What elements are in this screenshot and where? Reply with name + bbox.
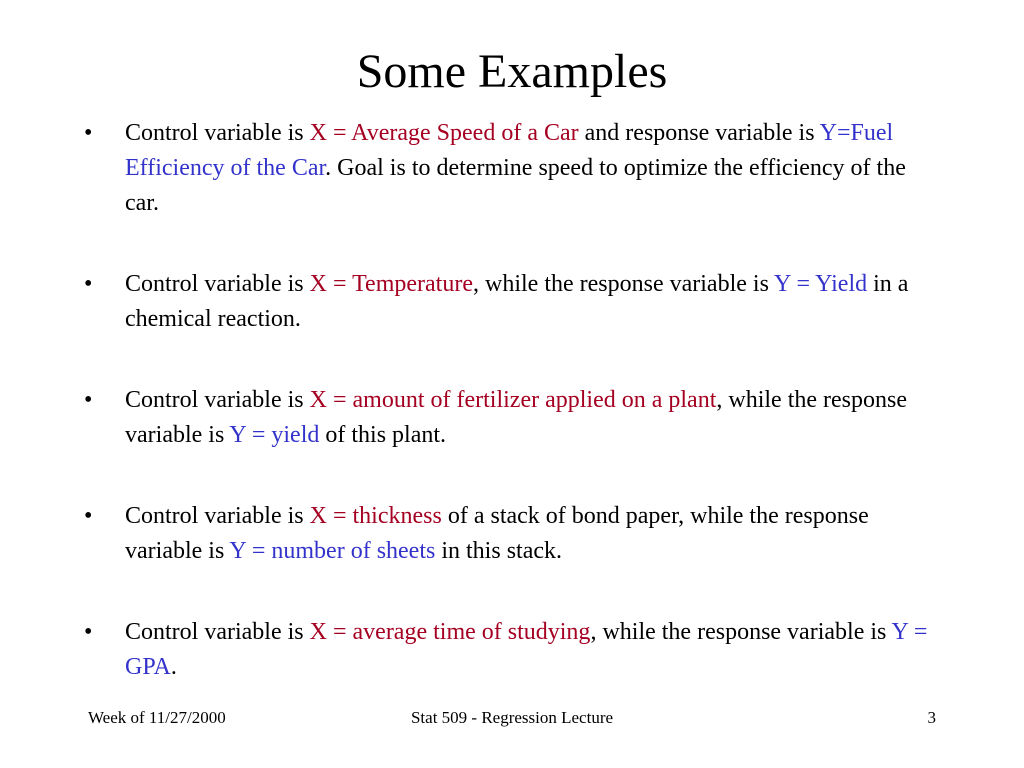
bullet-text [125,267,945,337]
control-variable: X = average time of studying [309,619,591,645]
response-variable: Y = Yield [774,271,868,297]
bullet-text [125,116,945,221]
response-variable: Y = GPA [125,619,928,680]
bullet-lead-text: Control variable is [125,503,310,529]
bullet-lead-text: Control variable is [125,120,310,146]
bullet-text [125,499,945,569]
bullet-marker: • [84,619,93,645]
bullet-text [125,615,945,685]
footer-course-title: Stat 509 - Regression Lecture [410,708,614,727]
bullet-tail-text: in a chemical reaction. [125,271,909,332]
bullet-lead-text: Control variable is [125,271,310,297]
bullet-middle-text: , while the response variable is [590,619,892,645]
response-variable: Y = yield [229,422,320,448]
response-variable: Y = number of sheets [229,538,436,564]
bullet-middle-text: , while the response variable is [125,387,907,448]
response-variable: Y=Fuel Efficiency of the Car [125,120,894,181]
bullet-middle-text: , while the response variable is [473,271,775,297]
bullet-middle-text: and response variable is [578,120,820,146]
slide-title: Some Examples [356,45,668,98]
bullet-text [125,383,945,453]
bullet-marker: • [84,387,93,413]
bullet-marker: • [84,503,93,529]
footer-date: Week of 11/27/2000 [88,708,226,727]
bullet-lead-text: Control variable is [125,619,310,645]
bullet-middle-text: of a stack of bond paper, while the response variable is [125,503,869,564]
control-variable: X = Average Speed of a Car [309,120,579,146]
bullet-tail-text: . [170,654,177,680]
control-variable: X = thickness [309,503,442,529]
bullet-marker: • [84,271,93,297]
bullet-tail-text: . Goal is to determine speed to optimize the efficiency of the car. [125,155,906,216]
control-variable: X = amount of fertilizer applied on a plant [309,387,717,413]
footer-page-number: 3 [927,708,936,727]
bullet-tail-text: of this plant. [319,422,447,448]
bullet-marker: • [84,120,93,146]
bullet-tail-text: in this stack. [435,538,562,564]
bullet-lead-text: Control variable is [125,387,310,413]
control-variable: X = Temperature [309,271,473,297]
